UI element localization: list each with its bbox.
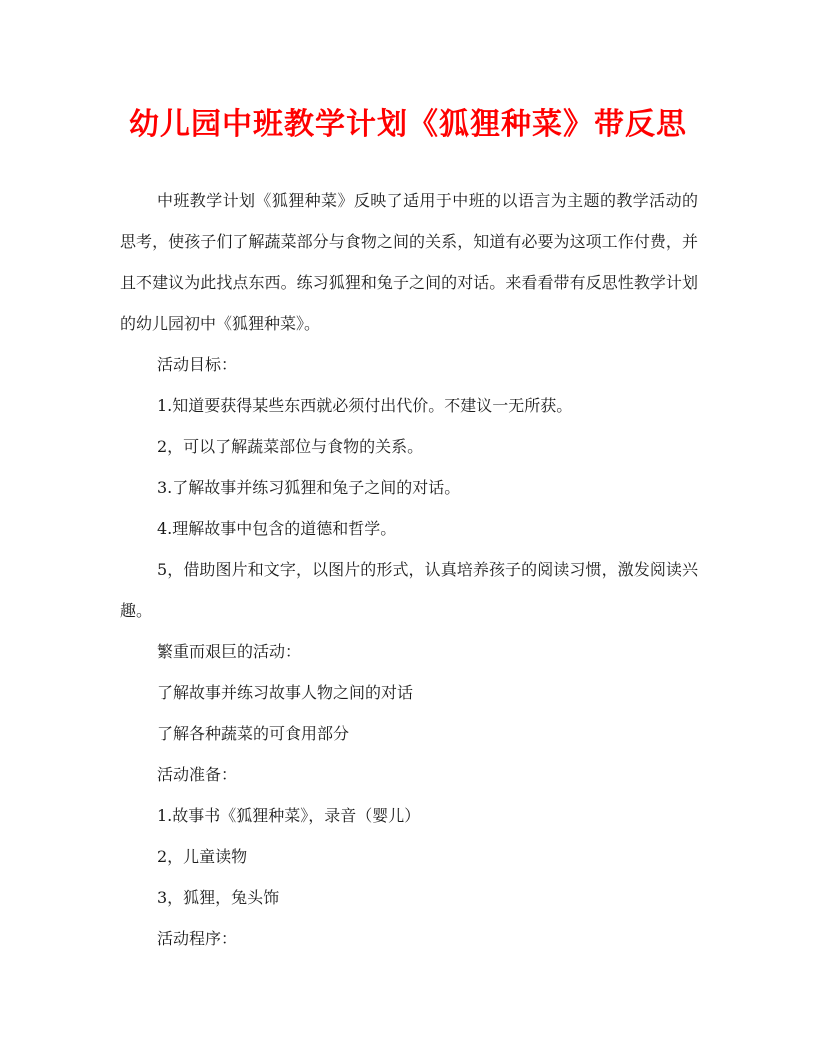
- objective-item: 4.理解故事中包含的道德和哲学。: [157, 519, 397, 538]
- intro-paragraph: 中班教学计划《狐狸种菜》反映了适用于中班的以语言为主题的教学活动的思考，使孩子们了解蔬菜部分与食物之间的关系，知道有必要为这项工作付费，并且不建议为此找点东西。练习狐狸和兔子之间的对话。来看看带有反思性教学计划的幼儿园初中《狐狸种菜》。: [120, 191, 698, 333]
- preparation-item: 2，儿童读物: [157, 847, 248, 866]
- section-heading-preparation: 活动准备：: [157, 765, 238, 784]
- objective-item: 2，可以了解蔬菜部位与食物的关系。: [157, 437, 424, 456]
- section-heading-objectives: 活动目标：: [157, 355, 238, 374]
- document-title: 幼儿园中班教学计划《狐狸种菜》带反思: [129, 107, 687, 142]
- difficulty-item: 了解各种蔬菜的可食用部分: [157, 724, 350, 743]
- preparation-item: 1.故事书《狐狸种菜》，录音（婴儿）: [157, 806, 421, 825]
- section-heading-difficulties: 繁重而艰巨的活动：: [157, 642, 302, 661]
- objective-item: 1.知道要获得某些东西就必须付出代价。不建议一无所获。: [157, 396, 573, 415]
- document-body: [120, 180, 698, 959]
- preparation-item: 3，狐狸，兔头饰: [157, 888, 280, 907]
- section-heading-procedure: 活动程序：: [157, 929, 238, 948]
- difficulty-item: 了解故事并练习故事人物之间的对话: [157, 683, 414, 702]
- objective-item: 5，借助图片和文字，以图片的形式，认真培养孩子的阅读习惯，激发阅读兴趣。: [120, 560, 698, 620]
- objective-item: 3.了解故事并练习狐狸和兔子之间的对话。: [157, 478, 461, 497]
